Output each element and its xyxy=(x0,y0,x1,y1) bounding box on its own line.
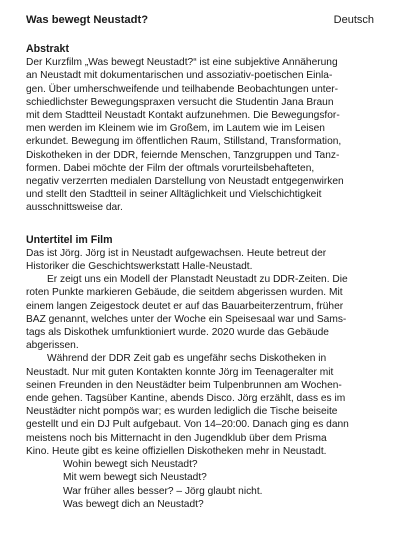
document-title: Was bewegt Neustadt? xyxy=(26,14,149,26)
abstract-line: Diskotheken in der DDR, feiernde Menschen, Tanzgruppen und Tanz- xyxy=(26,149,340,161)
subtitle-line: gestellt und ein DJ Pult aufgebaut. Von 14–20:00. Danach ging es dann xyxy=(26,419,349,431)
abstract-line: erkundet. Bewegung im öffentlichen Raum, Stillstand, Transformation, xyxy=(26,136,342,148)
document-header xyxy=(26,14,374,35)
subtitle-line: meistens noch bis Mitternacht in den Jugendklub über dem Prisma xyxy=(26,432,327,444)
subtitle-line: roten Punkte markieren Gebäude, die seitdem abgerissen wurden. Mit xyxy=(26,287,343,299)
abstract-line: mit dem Stadtteil Neustadt Kontakt aufzunehmen. Die Bewegungsfor- xyxy=(26,110,340,122)
subtitle-line: ende gehen. Tagsüber Kantine, abends Disco. Jörg erzählt, dass es im xyxy=(26,393,346,405)
abstract-line: ausschnittsweise dar. xyxy=(26,202,123,214)
subtitle-line: Kino. Heute gibt es keine offiziellen Diskotheken mehr in Neustadt. xyxy=(26,445,327,457)
question-line: Mit wem bewegt sich Neustadt? xyxy=(63,472,207,484)
abstract-line: men werden im Kleinem wie im Großem, im Lautem wie im Leisen xyxy=(26,123,325,135)
abstract-line: und stellt den Stadtteil in seiner Alltäglichkeit und Vielschichtigkeit xyxy=(26,189,322,201)
subtitle-line: abgerissen. xyxy=(26,340,79,352)
question-line: Wohin bewegt sich Neustadt? xyxy=(63,459,198,471)
question-line: Was bewegt dich an Neustadt? xyxy=(63,498,204,510)
subtitle-line: seinen Freunden in den Neustädter beim Tulpenbrunnen am Wochen- xyxy=(26,379,342,391)
subtitle-line: Historiker die Geschichtswerkstatt Halle-Neustadt. xyxy=(26,261,253,273)
subtitle-line: Neustadt. Nur mit guten Kontakten konnte Jörg im Teenageralter mit xyxy=(26,366,334,378)
subtitle-line: Während der DDR Zeit gab es ungefähr sechs Diskotheken in xyxy=(47,353,327,365)
abstract-line: formen. Dabei möchte der Film der oftmals vorurteilsbehafteten, xyxy=(26,162,315,174)
subtitle-line: Neustädter nicht pompös war; es wurden lediglich die Tische beiseite xyxy=(26,406,338,418)
subtitle-heading: Untertitel im Film xyxy=(26,233,113,246)
abstract-line: schiedlichster Bewegungspraxen versucht die Studentin Jana Braun xyxy=(26,96,334,108)
abstract-line: an Neustadt mit dokumentarischen und assoziativ-poetischen Einla- xyxy=(26,70,333,82)
abstract-body xyxy=(26,56,374,214)
subtitle-line: BAZ genannt, welches unter der Woche ein Speisesaal war und Sams- xyxy=(26,313,347,325)
subtitle-line: Das ist Jörg. Jörg ist in Neustadt aufgewachsen. Heute betreut der xyxy=(26,247,327,259)
subtitle-body xyxy=(26,247,374,511)
language-label: Deutsch xyxy=(333,14,374,26)
abstract-heading: Abstrakt xyxy=(26,43,69,55)
abstract-line: gen. Über umherschweifende und teilhabende Beobachtungen unter- xyxy=(26,83,339,95)
abstract-line: negativ verzerrten medialen Darstellung von Neustadt entgegenwirken xyxy=(26,176,344,188)
subtitle-line: tags als Diskothek umfunktioniert wurde. 2020 wurde das Gebäude xyxy=(26,327,329,339)
subtitle-line: einem langen Zeigestock deutet er auf das Bauarbeiterzentrum, früher xyxy=(26,300,344,312)
abstract-line: Der Kurzfilm „Was bewegt Neustadt?“ ist eine subjektive Annäherung xyxy=(26,57,338,69)
subtitle-line: Er zeigt uns ein Modell der Planstadt Neustadt zu DDR-Zeiten. Die xyxy=(47,274,348,286)
question-line: War früher alles besser? – Jörg glaubt nicht. xyxy=(63,485,263,497)
